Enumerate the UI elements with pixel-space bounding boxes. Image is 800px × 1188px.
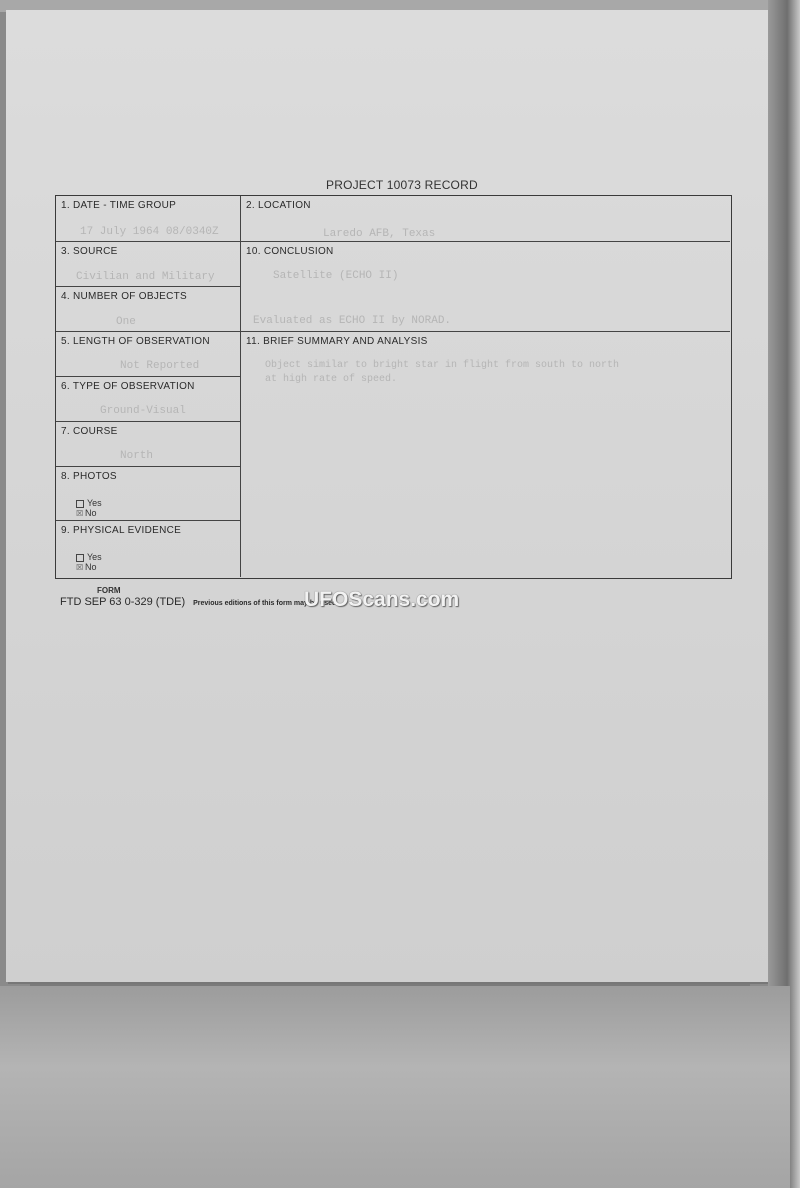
watermark: UFOScans.com <box>304 588 460 611</box>
field-value: 17 July 1964 08/0340Z <box>80 226 219 238</box>
field-label: 8. PHOTOS <box>61 471 117 482</box>
photos-no-option[interactable] <box>76 508 97 519</box>
form-number: FTD SEP 63 0-329 (TDE) <box>60 596 186 608</box>
field-value: Ground-Visual <box>100 405 186 417</box>
conclusion-note: Evaluated as ECHO II by NORAD. <box>253 315 452 327</box>
field-value: Laredo AFB, Texas <box>323 228 436 240</box>
field-label: 7. COURSE <box>61 426 118 437</box>
evidence-no-option[interactable] <box>76 562 97 573</box>
option-label: Yes <box>87 498 102 508</box>
field-length-of-observation <box>56 332 241 377</box>
field-label: 6. TYPE OF OBSERVATION <box>61 381 195 392</box>
field-label: 10. CONCLUSION <box>246 246 334 257</box>
field-brief-summary <box>241 332 730 577</box>
field-location <box>241 196 730 242</box>
field-label: 11. BRIEF SUMMARY AND ANALYSIS <box>246 336 428 347</box>
form-title: PROJECT 10073 RECORD <box>326 178 478 192</box>
field-value: One <box>116 316 136 328</box>
field-type-of-observation <box>56 377 241 422</box>
checkbox-checked-icon[interactable]: ☒ <box>76 509 84 518</box>
checkbox-empty[interactable] <box>76 500 84 508</box>
field-physical-evidence <box>56 521 241 577</box>
record-form <box>55 195 732 579</box>
field-label: 5. LENGTH OF OBSERVATION <box>61 336 210 347</box>
option-label: No <box>85 562 97 572</box>
field-label: 2. LOCATION <box>246 200 311 211</box>
checkbox-checked-icon[interactable]: ☒ <box>76 563 84 572</box>
field-photos <box>56 467 241 521</box>
field-label: 4. NUMBER OF OBJECTS <box>61 291 188 302</box>
previous-editions-note: Previous editions of this form may be used. <box>193 600 339 607</box>
field-course <box>56 422 241 467</box>
field-value: Not Reported <box>120 360 200 372</box>
footer-form-word: FORM <box>97 586 121 595</box>
field-label: 9. PHYSICAL EVIDENCE <box>61 525 182 536</box>
field-label: 3. SOURCE <box>61 246 118 257</box>
field-value: Civilian and Military <box>76 271 215 283</box>
option-label: Yes <box>87 552 102 562</box>
checkbox-empty[interactable] <box>76 554 84 562</box>
option-label: No <box>85 508 97 518</box>
field-value: North <box>120 450 154 462</box>
field-conclusion <box>241 242 730 332</box>
field-source <box>56 242 241 287</box>
field-label: 1. DATE - TIME GROUP <box>61 200 177 211</box>
field-date-time-group <box>56 196 241 242</box>
conclusion-value: Satellite (ECHO II) <box>273 270 399 282</box>
field-number-of-objects <box>56 287 241 332</box>
lower-sheet <box>0 986 790 1188</box>
summary-line-2: at high rate of speed. <box>265 374 398 385</box>
footer-form-number <box>60 596 338 608</box>
summary-line-1: Object similar to bright star in flight from south to north <box>265 360 620 371</box>
